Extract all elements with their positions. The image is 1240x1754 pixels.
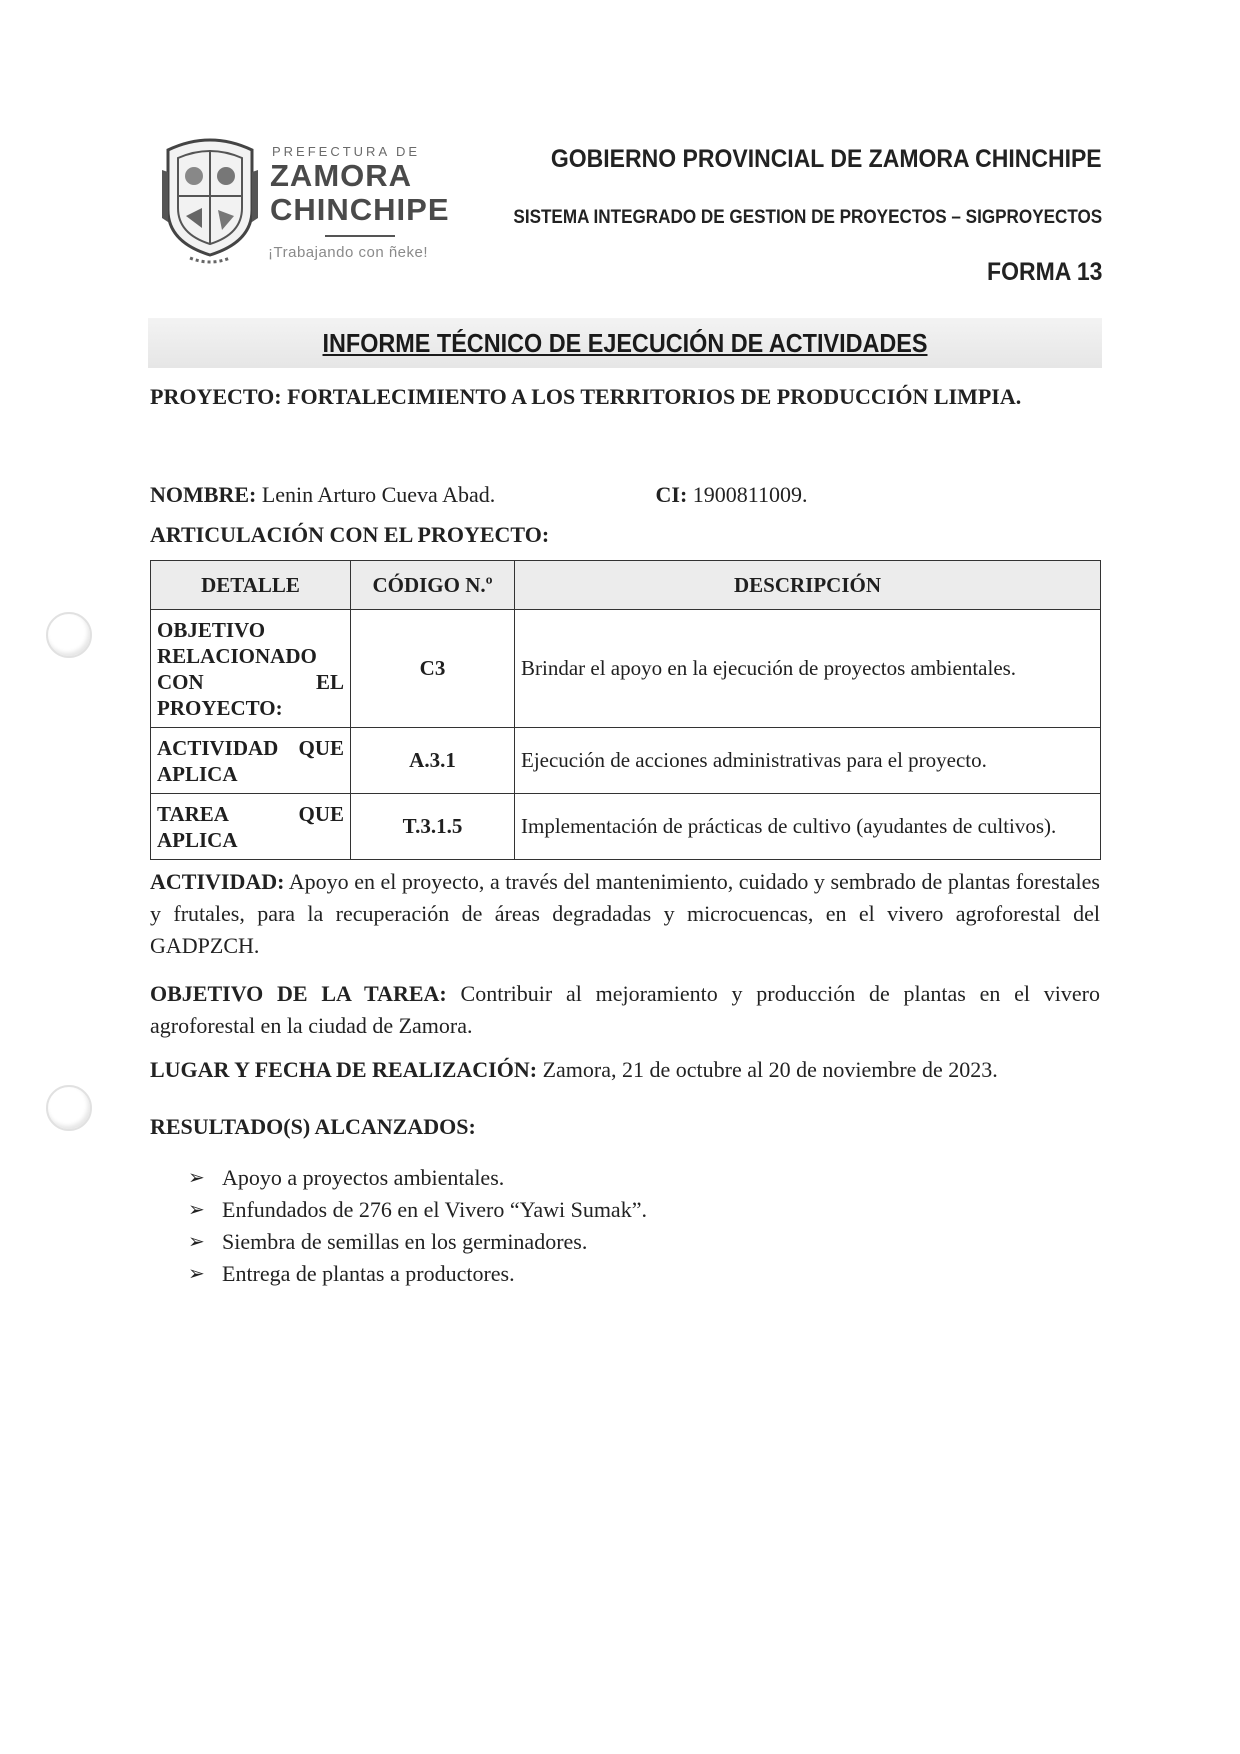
activity-text: Apoyo en el proyecto, a través del mantenimiento, cuidado y sembrado de plantas forestales y frutales, para la recuperación de áreas degradadas y microcuencas, en el vivero agroforestal del GADPZCH. <box>150 869 1100 958</box>
punch-hole-top <box>46 612 92 658</box>
punch-hole-bottom <box>46 1085 92 1131</box>
list-item <box>188 1194 647 1226</box>
header-title: GOBIERNO PROVINCIAL DE ZAMORA CHINCHIPE <box>551 145 1102 173</box>
row-descripcion: Brindar el apoyo en la ejecución de proyectos ambientales. <box>515 610 1101 728</box>
result-text: Entrega de plantas a productores. <box>222 1261 515 1286</box>
name-label: NOMBRE: <box>150 482 257 507</box>
list-item <box>188 1258 647 1290</box>
project-label: PROYECTO: <box>150 384 282 409</box>
header-subtitle: SISTEMA INTEGRADO DE GESTION DE PROYECTOS – SIGPROYECTOS <box>513 207 1102 228</box>
ci-label: CI: <box>655 482 688 507</box>
row-descripcion: Ejecución de acciones administrativas para el proyecto. <box>515 728 1101 794</box>
row-codigo: C3 <box>351 610 515 728</box>
result-text: Siembra de semillas en los germinadores. <box>222 1229 588 1254</box>
logo-slogan: ¡Trabajando con ñeke! <box>268 244 429 261</box>
arrow-bullet-icon: ➢ <box>188 1167 205 1189</box>
prefectura-logo <box>160 130 450 270</box>
table-row <box>151 610 1101 728</box>
activity-paragraph <box>150 866 1100 962</box>
results-heading: RESULTADO(S) ALCANZADOS: <box>150 1114 476 1139</box>
objective-paragraph <box>150 978 1100 1042</box>
logo-org-line1: ZAMORA <box>270 158 413 193</box>
row-codigo: T.3.1.5 <box>351 794 515 860</box>
activity-label: ACTIVIDAD: <box>150 869 285 894</box>
ci-value: 1900811009. <box>692 482 808 507</box>
logo-org-line2: CHINCHIPE <box>270 192 450 227</box>
place-date-line <box>150 1055 1100 1084</box>
row-detalle: OBJETIVO RELACIONADO CON EL PROYECTO: <box>151 610 351 728</box>
form-number: FORMA 13 <box>986 258 1102 286</box>
row-detalle: TAREA QUE APLICA <box>151 794 351 860</box>
results-list <box>188 1162 647 1290</box>
table-header-row <box>151 561 1101 610</box>
project-value: FORTALECIMIENTO A LOS TERRITORIOS DE PRODUCCIÓN LIMPIA. <box>287 384 1022 409</box>
row-descripcion: Implementación de prácticas de cultivo (ayudantes de cultivos). <box>515 794 1101 860</box>
header-codigo: CÓDIGO N.º <box>351 561 515 610</box>
articulation-heading: ARTICULACIÓN CON EL PROYECTO: <box>150 522 550 547</box>
arrow-bullet-icon: ➢ <box>188 1263 205 1285</box>
arrow-bullet-icon: ➢ <box>188 1231 205 1253</box>
header-detalle: DETALLE <box>151 561 351 610</box>
name-value: Lenin Arturo Cueva Abad. <box>261 482 496 507</box>
result-text: Apoyo a proyectos ambientales. <box>222 1165 505 1190</box>
project-line <box>150 382 1100 411</box>
place-date-text: Zamora, 21 de octubre al 20 de noviembre de 2023. <box>542 1057 998 1082</box>
table-row <box>151 794 1101 860</box>
articulation-table <box>150 560 1101 860</box>
place-date-label: LUGAR Y FECHA DE REALIZACIÓN: <box>150 1057 538 1082</box>
person-line <box>150 480 1100 509</box>
row-detalle: ACTIVIDAD QUE APLICA <box>151 728 351 794</box>
arrow-bullet-icon: ➢ <box>188 1199 205 1221</box>
row-codigo: A.3.1 <box>351 728 515 794</box>
header-descripcion: DESCRIPCIÓN <box>515 561 1101 610</box>
list-item <box>188 1162 647 1194</box>
logo-divider <box>325 235 395 237</box>
table-row <box>151 728 1101 794</box>
objective-label: OBJETIVO DE LA TAREA: <box>150 981 447 1006</box>
report-title-band <box>148 318 1102 368</box>
logo-org-small: PREFECTURA DE <box>272 144 421 159</box>
list-item <box>188 1226 647 1258</box>
report-title: INFORME TÉCNICO DE EJECUCIÓN DE ACTIVIDADES <box>322 328 928 358</box>
objective-text: Contribuir al mejoramiento y producción de plantas en el vivero agroforestal en la ciudad de Zamora. <box>150 981 1100 1038</box>
result-text: Enfundados de 276 en el Vivero “Yawi Sumak”. <box>222 1197 647 1222</box>
coat-of-arms-icon <box>160 130 260 270</box>
